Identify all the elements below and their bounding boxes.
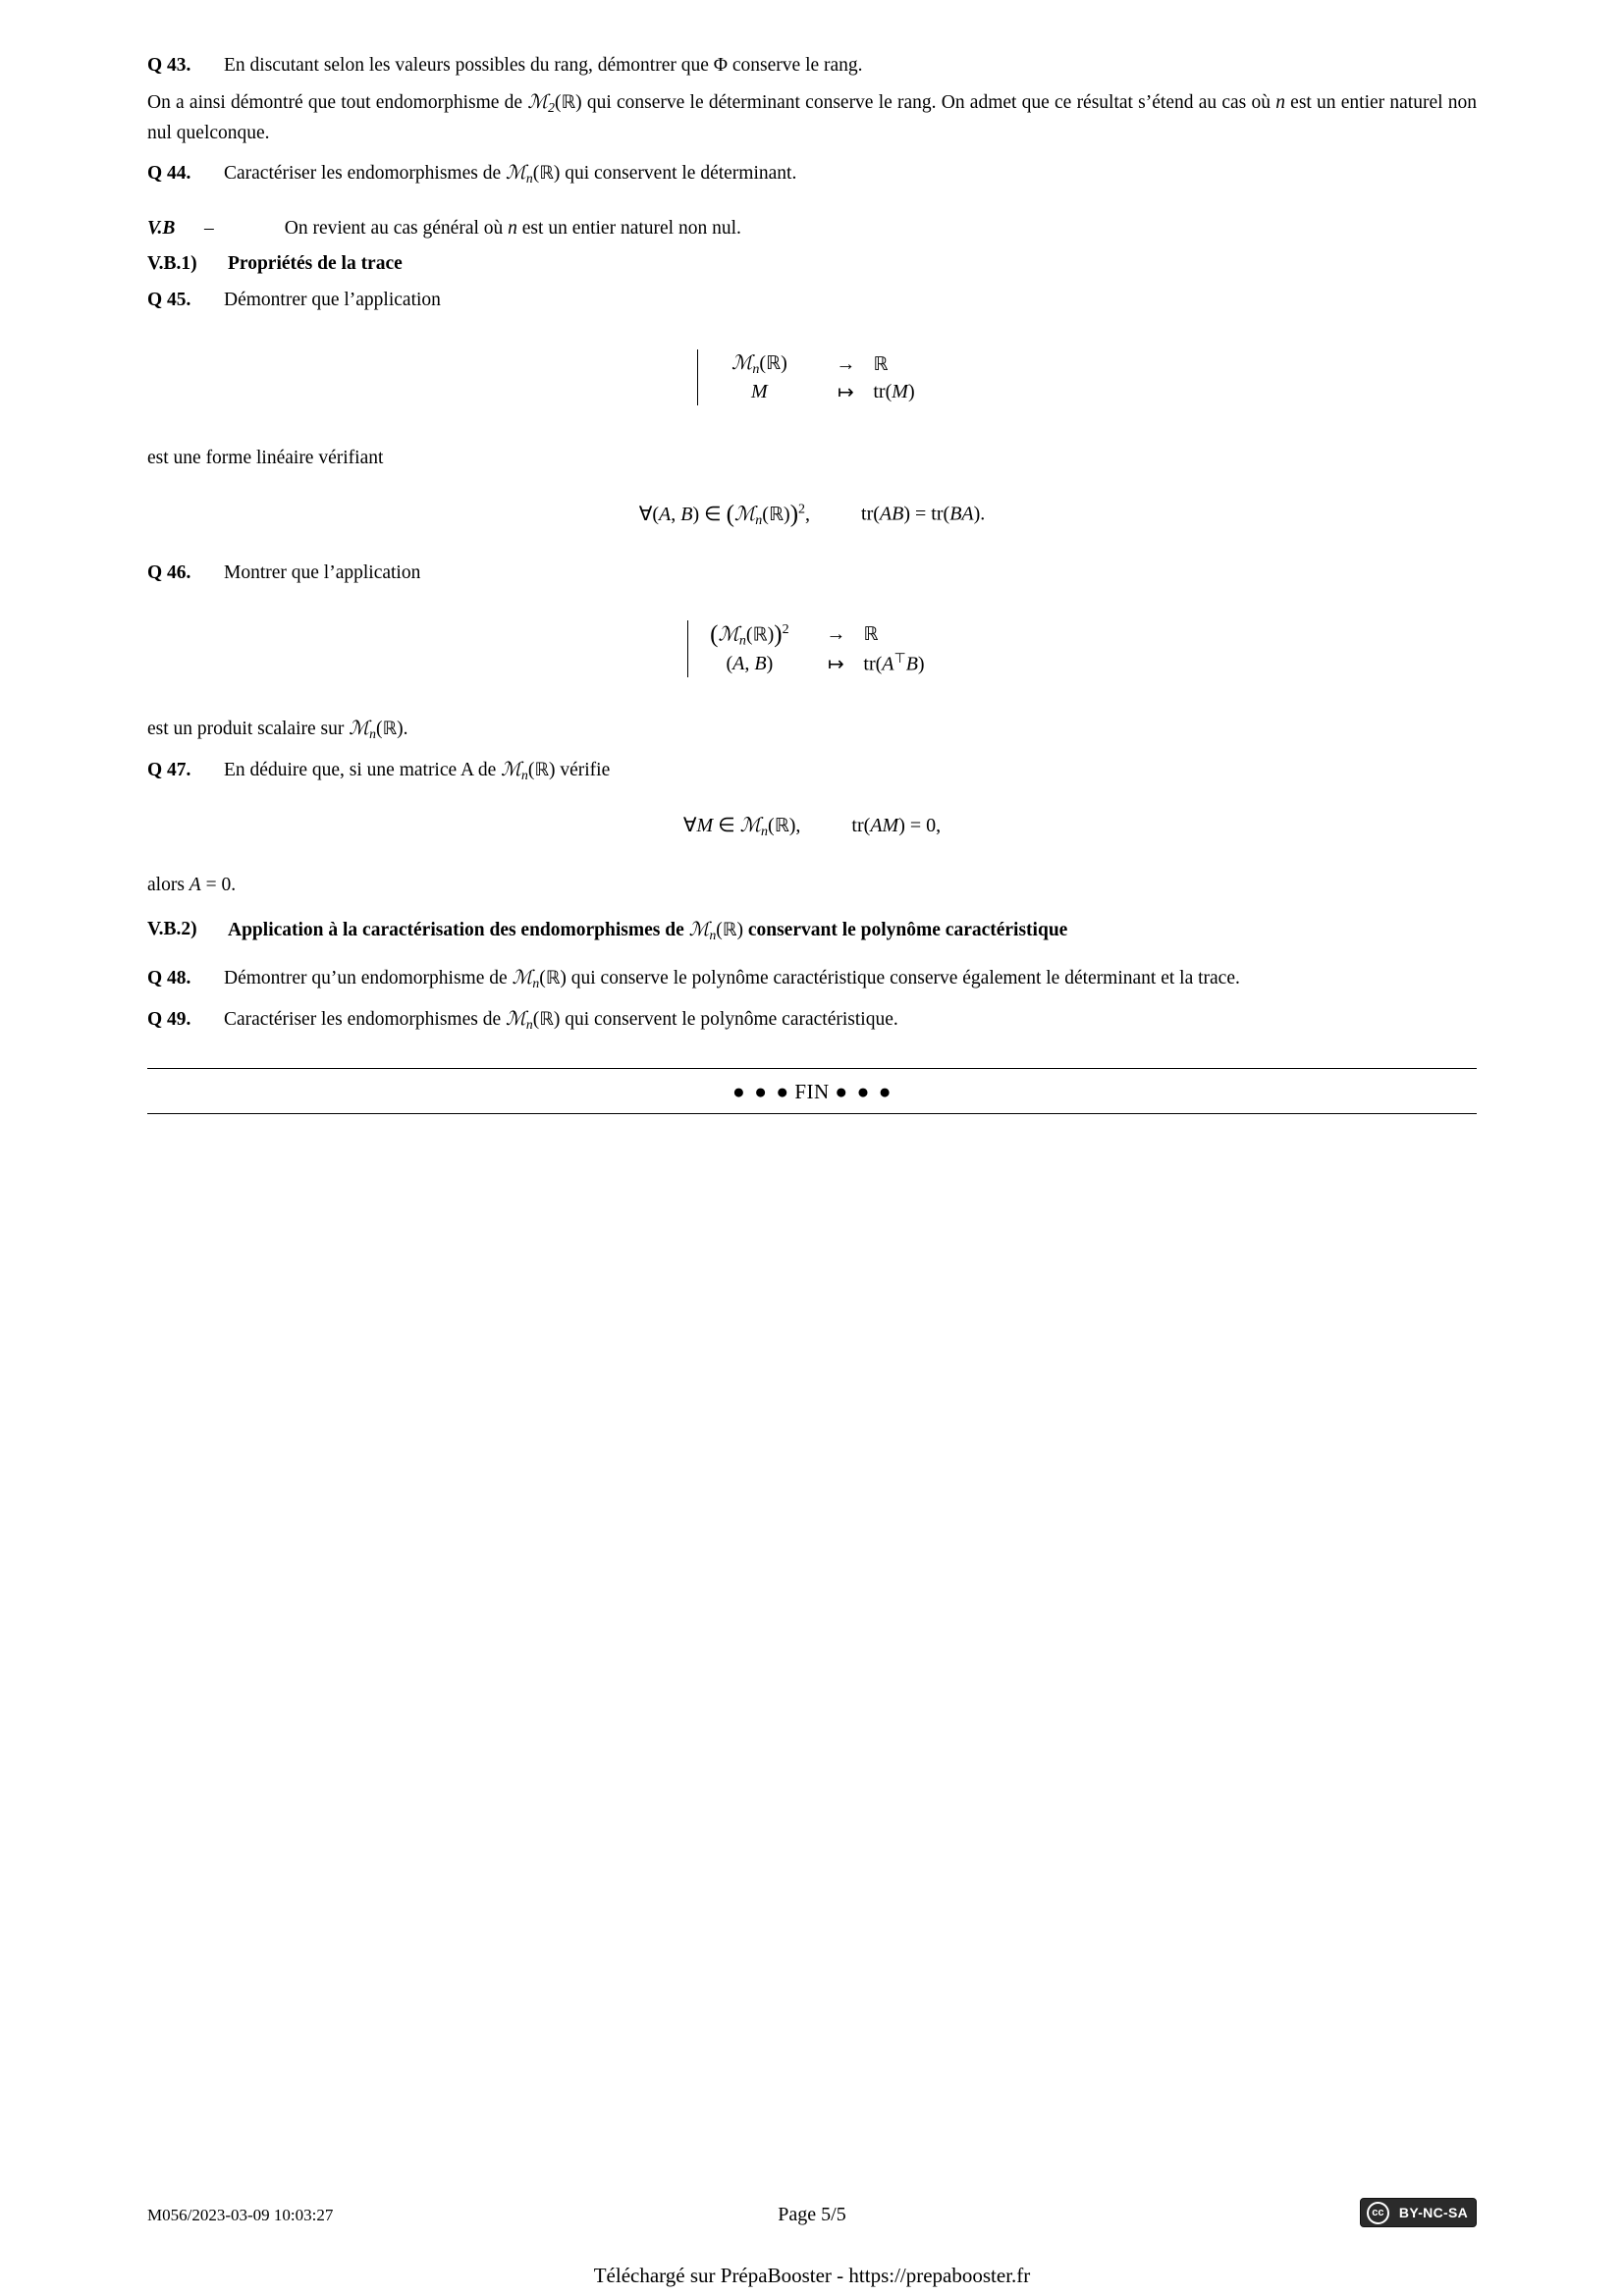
section-label: V.B: [147, 218, 176, 240]
paragraph-part3: est un entier naturel non nul quelconque.: [147, 92, 1477, 143]
section-text-post: est un entier naturel non nul.: [516, 218, 741, 240]
display-map2: [147, 620, 1477, 683]
question-label: Q 47.: [147, 759, 191, 780]
map-image: tr(A⊤B): [863, 652, 925, 675]
cc-license-badge[interactable]: [1360, 2198, 1477, 2227]
dot-icon: ●: [835, 1080, 848, 1104]
subsection-vb1: [147, 253, 1477, 275]
subsection-number: V.B.2): [147, 918, 197, 939]
question-text-post: qui conservent le polynôme caractéristique.: [560, 1008, 898, 1030]
dot-icon: ●: [776, 1080, 789, 1104]
question-q44: [147, 158, 1477, 188]
end-marker: [147, 1069, 1477, 1113]
question-q49: [147, 1004, 1477, 1035]
question-q43: [147, 51, 1477, 80]
paragraph-part1: On a ainsi démontré que tout endomorphisme de: [147, 92, 528, 114]
map-domain: ℳ$_n$(ℝ): [731, 350, 787, 378]
subsection-title-pre: Application à la caractérisation des endomorphismes de: [228, 919, 689, 940]
cc-logo-icon: [1361, 2199, 1395, 2226]
footer-page-number: Page 5/5: [778, 2204, 846, 2225]
question-text-pre: Caractériser les endomorphismes de: [224, 162, 506, 184]
math-mn-r: ℳ$_n$(ℝ): [501, 757, 556, 782]
display-map1: [147, 349, 1477, 411]
subsection-number: V.B.1): [147, 253, 197, 275]
section-vb: [147, 218, 1477, 240]
question-label: Q 44.: [147, 162, 191, 184]
map-definition: [687, 620, 936, 677]
end-band: [147, 1068, 1477, 1114]
math-mn-r: ℳ$_n$(ℝ): [349, 716, 404, 741]
paragraph-part2: qui conserve le déterminant conserve le rang. On admet que ce résultat s’étend au cas où: [581, 92, 1276, 114]
question-label: Q 46.: [147, 561, 191, 583]
math-mn-r: ℳ$_n$(ℝ): [506, 160, 561, 186]
map-arrow: →: [826, 623, 846, 646]
question-text-post: qui conserve le polynôme caractéristique conserve également le déterminant et la trace.: [566, 967, 1240, 988]
text-after-map2: [147, 715, 1477, 744]
map-mapsto: ↦: [828, 653, 844, 675]
dot-icon: ●: [754, 1080, 768, 1104]
formula-left: ∀(A, B) ∈ (ℳ$_n$(ℝ))$^2$,: [638, 501, 811, 528]
display-formula2: [147, 813, 1477, 840]
map-image: tr(M): [873, 381, 915, 403]
map-mapsto: ↦: [837, 382, 854, 404]
math-n: n: [508, 218, 517, 240]
dot-icon: ●: [732, 1080, 746, 1104]
subsection-vb2: [147, 916, 1477, 945]
text-pre: est un produit scalaire sur: [147, 718, 350, 739]
subsection-title: [228, 916, 1477, 945]
end-text: FIN: [794, 1080, 830, 1104]
map-element: (A, B): [726, 652, 774, 674]
dot-icon: ●: [856, 1080, 870, 1104]
paragraph-after-q43: [147, 87, 1477, 147]
footer-document-id: M056/2023-03-09 10:03:27: [147, 2206, 334, 2224]
cc-license-text: BY-NC-SA: [1395, 2199, 1476, 2226]
formula-right: tr(AM) = 0,: [851, 815, 942, 837]
math-n: n: [1275, 92, 1285, 114]
formula-left: ∀M ∈ ℳ$_n$(ℝ),: [682, 813, 801, 840]
question-label: Q 43.: [147, 55, 191, 76]
question-text-pre: Caractériser les endomorphismes de: [224, 1008, 506, 1030]
formula-right: tr(AB) = tr(BA).: [861, 503, 986, 525]
question-text-post: qui conservent le déterminant.: [560, 162, 797, 184]
question-label: Q 48.: [147, 967, 191, 988]
question-q47: [147, 755, 1477, 785]
map-codomain: ℝ: [863, 623, 879, 646]
math-m2-r: ℳ$_2$(ℝ): [527, 90, 582, 116]
map-codomain: ℝ: [873, 352, 889, 375]
question-text-post: vérifie: [555, 759, 611, 780]
dot-icon: ●: [878, 1080, 892, 1104]
map-arrow: →: [836, 352, 856, 375]
math-mn-r: ℳ$_n$(ℝ): [506, 1006, 561, 1032]
text-post: .: [403, 718, 408, 739]
subsection-title-post: conservant le polynôme caractéristique: [742, 919, 1068, 940]
text-after-formula2: alors A = 0.: [147, 875, 237, 896]
cc-circle-icon: cc: [1367, 2202, 1389, 2224]
question-text: En discutant selon les valeurs possibles du rang, démontrer que Φ conserve le rang.: [224, 55, 863, 76]
question-q45: [147, 286, 1477, 314]
question-q48: [147, 963, 1477, 993]
subsection-title: Propriétés de la trace: [228, 253, 403, 275]
question-text: Démontrer que l’application: [224, 290, 441, 311]
map-domain: (ℳ$_n$(ℝ))$^2$: [710, 620, 789, 649]
text-after-map1: est une forme linéaire vérifiant: [147, 448, 384, 469]
divider-bottom: [147, 1113, 1477, 1114]
section-dash: –: [204, 218, 214, 240]
map-definition: [697, 349, 926, 405]
display-formula1: [147, 501, 1477, 528]
question-text: Montrer que l’application: [224, 561, 421, 583]
download-note[interactable]: Téléchargé sur PrépaBooster - https://prepabooster.fr: [593, 2264, 1031, 2287]
math-mn-r: ℳ$_n$(ℝ): [688, 917, 743, 942]
map-element: M: [751, 381, 768, 403]
math-mn-r: ℳ$_n$(ℝ): [512, 965, 567, 990]
section-text-pre: On revient au cas général où: [284, 218, 509, 240]
question-q46: [147, 559, 1477, 587]
question-text-pre: En déduire que, si une matrice A de: [224, 759, 502, 780]
question-label: Q 45.: [147, 290, 191, 311]
question-label: Q 49.: [147, 1008, 191, 1030]
page-footer: [147, 2178, 1477, 2296]
question-text-pre: Démontrer qu’un endomorphisme de: [224, 967, 513, 988]
